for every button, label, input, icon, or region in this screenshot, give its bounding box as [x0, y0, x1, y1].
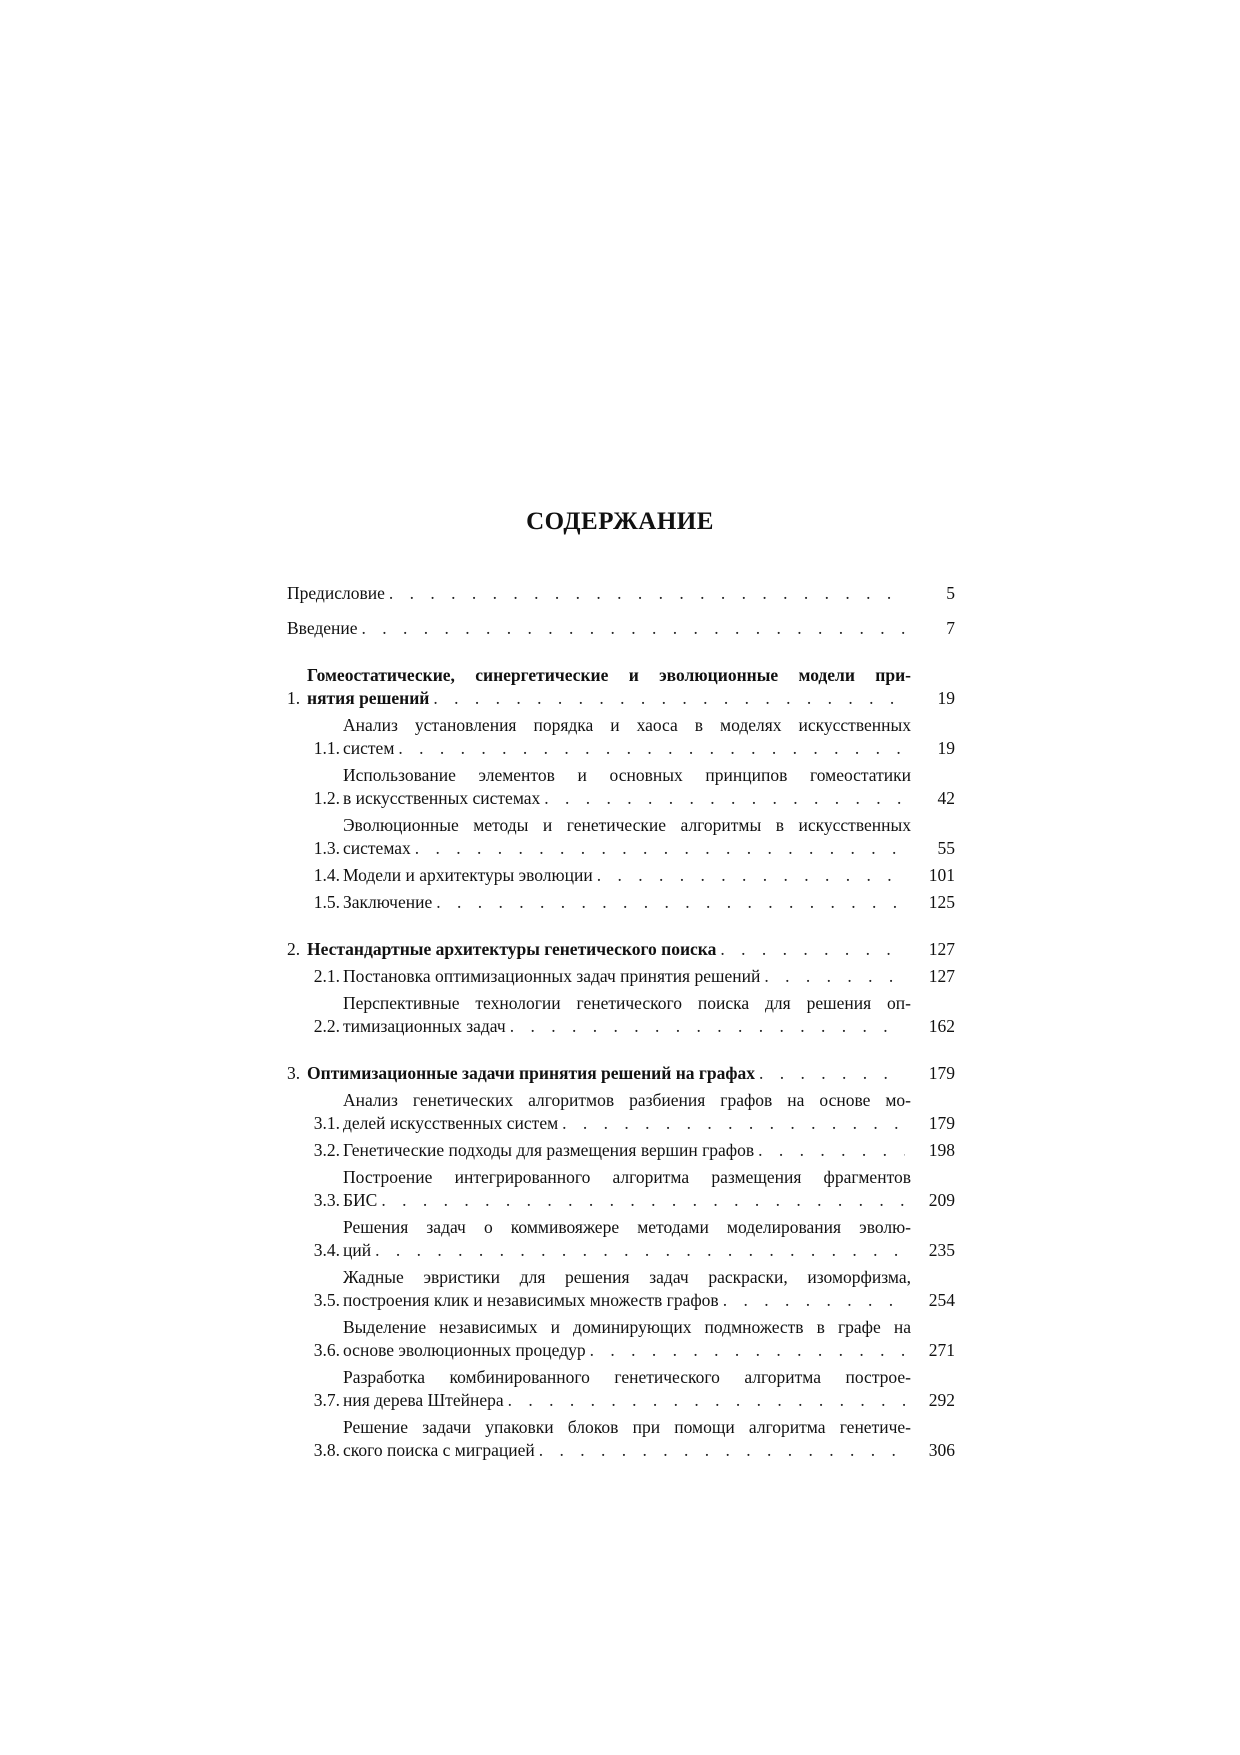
toc-entry-number: 1.: [287, 688, 301, 708]
toc-page-number: 101: [928, 865, 955, 885]
toc-page-number: 306: [928, 1440, 955, 1460]
toc-entry-number: 3.7.: [313, 1390, 340, 1410]
dot-leader: [433, 687, 905, 710]
dot-leader: [597, 864, 905, 887]
dot-leader: [544, 787, 905, 810]
toc-chapter-3[interactable]: [287, 1062, 955, 1085]
toc-entry-number: 2.2.: [313, 1016, 340, 1036]
toc-entry-number: 3.6.: [313, 1340, 340, 1360]
toc-entry-number: 3.8.: [313, 1440, 340, 1460]
toc-entry-title: Генетические подходы для размещения вершин графов: [343, 1140, 755, 1160]
toc-page-number: 55: [937, 838, 955, 858]
dot-leader: [590, 1339, 905, 1362]
dot-leader: [539, 1439, 905, 1462]
toc-entry-title-line: Выделение независимых и доминирующих подмножеств в графе на: [343, 1317, 911, 1337]
toc-entry-title-line: Перспективные технологии генетического поиска для решения оп-: [343, 993, 911, 1013]
dot-leader: [562, 1112, 905, 1135]
toc-entry-title: построения клик и независимых множеств графов: [343, 1290, 719, 1310]
toc-entry-number: 1.5.: [313, 892, 340, 912]
toc-entry-number: 1.1.: [313, 738, 340, 758]
toc-entry-number: 3.5.: [313, 1290, 340, 1310]
toc-page-number: 125: [928, 892, 955, 912]
toc-entry-title: основе эволюционных процедур: [343, 1340, 586, 1360]
toc-entry-title: Нестандартные архитектуры генетического поиска: [307, 939, 717, 959]
toc-section-3-7[interactable]: [287, 1366, 955, 1412]
toc-entry-title: ния дерева Штейнера: [343, 1390, 504, 1410]
toc-entry-title: Постановка оптимизационных задач принятия решений: [343, 966, 761, 986]
toc-entry-title-line: Построение интегрированного алгоритма размещения фрагментов: [343, 1167, 911, 1187]
toc-page-number: 127: [928, 939, 955, 959]
toc-entry-number: 3.4.: [313, 1240, 340, 1260]
dot-leader: [436, 891, 905, 914]
toc-entry-title-line: Анализ генетических алгоритмов разбиения графов на основе мо-: [343, 1090, 911, 1110]
toc-entry-number: 2.: [287, 939, 301, 959]
toc-entry-preface[interactable]: [287, 582, 955, 605]
toc-entry-title: БИС: [343, 1190, 378, 1210]
toc-entry-title-line: Решение задачи упаковки блоков при помощи алгоритма генетиче-: [343, 1417, 911, 1437]
toc-entry-number: 2.1.: [313, 966, 340, 986]
toc-entry-number: 3.2.: [313, 1140, 340, 1160]
toc-entry-title: тимизационных задач: [343, 1016, 506, 1036]
toc-page-number: 179: [928, 1063, 955, 1083]
toc-entry-number: 3.1.: [313, 1113, 340, 1133]
toc-entry-title: Заключение: [343, 892, 433, 912]
toc-entry-title-line: Анализ установления порядка и хаоса в моделях искусственных: [343, 715, 911, 735]
dot-leader: [415, 837, 905, 860]
toc-page-number: 19: [937, 688, 955, 708]
toc-entry-title: делей искусственных систем: [343, 1113, 559, 1133]
toc-section-3-5[interactable]: [287, 1266, 955, 1312]
toc-entry-title: ского поиска с миграцией: [343, 1440, 535, 1460]
dot-leader: [389, 582, 905, 605]
toc-entry-title: Модели и архитектуры эволюции: [343, 865, 593, 885]
toc-page-number: 209: [928, 1190, 955, 1210]
toc-section-3-1[interactable]: [287, 1089, 955, 1135]
toc-page-number: 235: [928, 1240, 955, 1260]
toc-entry-number: 1.3.: [313, 838, 340, 858]
table-of-contents: [287, 582, 955, 1462]
toc-section-2-1[interactable]: [287, 965, 955, 988]
toc-entry-number: 3.3.: [313, 1190, 340, 1210]
toc-entry-number: 1.4.: [313, 865, 340, 885]
toc-entry-introduction[interactable]: [287, 617, 955, 640]
toc-section-2-2[interactable]: [287, 992, 955, 1038]
toc-entry-title-line: Использование элементов и основных принципов гомеостатики: [343, 765, 911, 785]
dot-leader: [398, 737, 905, 760]
toc-page-number: 271: [928, 1340, 955, 1360]
dot-leader: [381, 1189, 905, 1212]
toc-entry-title: ций: [343, 1240, 372, 1260]
toc-chapter-1[interactable]: [287, 664, 955, 710]
toc-entry-title: системах: [343, 838, 411, 858]
page-title: СОДЕРЖАНИЕ: [526, 508, 714, 535]
toc-page-number: 42: [937, 788, 955, 808]
toc-section-1-5[interactable]: [287, 891, 955, 914]
toc-page-number: 127: [928, 966, 955, 986]
toc-page-number: 179: [928, 1113, 955, 1133]
dot-leader: [508, 1389, 905, 1412]
toc-entry-title-line: Решения задач о коммивояжере методами моделирования эволю-: [343, 1217, 911, 1237]
toc-entry-number: 3.: [287, 1063, 301, 1083]
toc-entry-title-line: Гомеостатические, синергетические и эволюционные модели при-: [307, 665, 911, 685]
toc-section-3-8[interactable]: [287, 1416, 955, 1462]
toc-section-3-4[interactable]: [287, 1216, 955, 1262]
toc-entry-title: систем: [343, 738, 395, 758]
toc-entry-title-line: Жадные эвристики для решения задач раскраски, изоморфизма,: [343, 1267, 911, 1287]
toc-entry-title: Предисловие: [287, 583, 385, 603]
toc-page-number: 5: [946, 583, 955, 603]
dot-leader: [720, 938, 905, 961]
toc-page-number: 198: [928, 1140, 955, 1160]
dot-leader: [510, 1015, 905, 1038]
toc-chapter-2[interactable]: [287, 938, 955, 961]
dot-leader: [759, 1062, 905, 1085]
toc-section-1-3[interactable]: [287, 814, 955, 860]
toc-section-3-6[interactable]: [287, 1316, 955, 1362]
toc-section-3-2[interactable]: [287, 1139, 955, 1162]
toc-page-number: 7: [946, 618, 955, 638]
toc-entry-title: Введение: [287, 618, 358, 638]
dot-leader: [723, 1289, 905, 1312]
toc-page-number: 292: [928, 1390, 955, 1410]
toc-entry-number: 1.2.: [313, 788, 340, 808]
toc-entry-title: нятия решений: [307, 688, 430, 708]
toc-entry-title-line: Эволюционные методы и генетические алгоритмы в искусственных: [343, 815, 911, 835]
toc-entry-title: в искусственных системах: [343, 788, 541, 808]
toc-section-1-2[interactable]: [287, 764, 955, 810]
dot-leader: [375, 1239, 905, 1262]
toc-entry-title-line: Разработка комбинированного генетического алгоритма построе-: [343, 1367, 911, 1387]
toc-entry-title: Оптимизационные задачи принятия решений на графах: [307, 1063, 755, 1083]
toc-page-number: 19: [937, 738, 955, 758]
toc-page-number: 254: [928, 1290, 955, 1310]
dot-leader: [362, 617, 905, 640]
toc-section-1-1[interactable]: [287, 714, 955, 760]
dot-leader: [758, 1139, 905, 1162]
toc-section-3-3[interactable]: [287, 1166, 955, 1212]
toc-section-1-4[interactable]: [287, 864, 955, 887]
dot-leader: [764, 965, 905, 988]
toc-page-number: 162: [928, 1016, 955, 1036]
